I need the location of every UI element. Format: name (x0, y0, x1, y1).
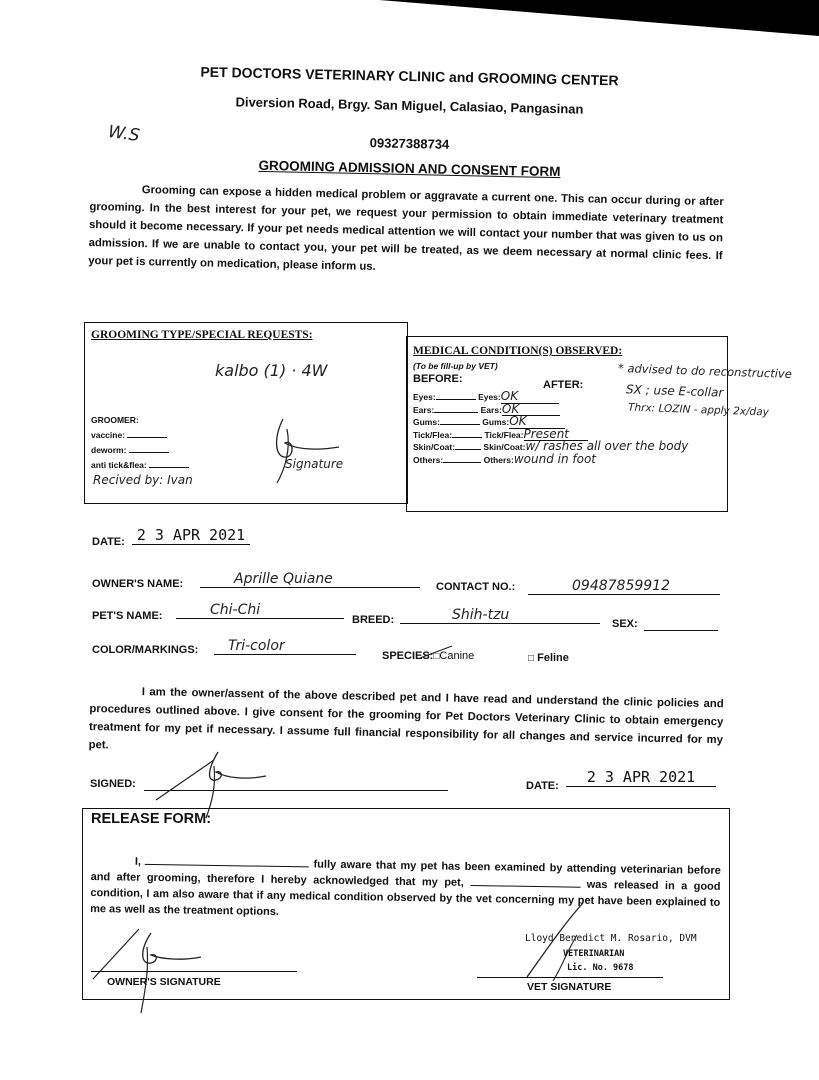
grooming-box (84, 322, 408, 504)
after-field-label: Tick/Flea: (484, 429, 524, 440)
date2-value[interactable]: 2 3 APR 2021 (566, 768, 716, 787)
contact-value[interactable]: 09487859912 (528, 578, 720, 595)
owner-value[interactable]: Aprille Quiane (200, 571, 420, 588)
after-field-value[interactable]: Present (524, 429, 588, 442)
before-field-label: Skin/Coat: (413, 442, 456, 452)
breed-value[interactable]: Shih-tzu (400, 607, 600, 624)
after-field-label: Ears: (480, 404, 502, 415)
antitick-label: anti tick&flea: (91, 460, 189, 472)
received-by: Recived by: Ivan (93, 473, 193, 487)
release-paragraph: I, fully aware that my pet has been examined by attending veterinarian before and after grooming, therefore I hereby acknowledged that my pet, was released in a good condition, I am also aware that if any medical condition observed by the vet concerning my pet have been explained to me as well as the treatment options. (90, 855, 721, 918)
pet-label: PET'S NAME: (92, 610, 163, 622)
release-heading: RELEASE FORM: (91, 811, 212, 827)
pet-value[interactable]: Chi-Chi (176, 602, 344, 619)
after-field-label: Skin/Coat: (483, 442, 526, 452)
canine-check-mark (418, 644, 454, 662)
before-field-label: Tick/Flea: (413, 429, 453, 440)
deworm-label: deworm: (91, 445, 169, 457)
canine-option: Canine (439, 650, 475, 662)
before-label: BEFORE: (413, 373, 463, 385)
vet-stamp-title: VETERINARIAN (563, 949, 625, 959)
intro-paragraph: Grooming can expose a hidden medical problem or aggravate a current one. This can occur during or after grooming. In the best interest for your pet, we request your permission to obtain immediate veterinary treatment should it become necessary. If your pet needs medical attention we will contact your number that was given to us on admission. If we are unable to contact you, your pet will be treated, as we deem necessary at normal clinic fees. If your pet is currently on medication, please inform us. (88, 184, 724, 274)
scan-corner-shadow (379, 0, 819, 36)
after-label: AFTER: (543, 379, 584, 391)
signed-label: SIGNED: (90, 778, 136, 790)
species-label: SPECIES:□Canine (382, 650, 475, 662)
sex-label: SEX: (612, 618, 638, 630)
release-box (82, 808, 730, 1000)
signature-note: Signature (285, 457, 344, 471)
vet-signature-line[interactable] (477, 977, 663, 978)
vet-note-2: SX ; use E-collar (625, 382, 724, 400)
vet-stamp-name: Lloyd Benedict M. Rosario, DVM (525, 933, 697, 944)
vet-note-3: Thrx: LOZIN - apply 2x/day (627, 401, 770, 419)
owner-signature-label: OWNER'S SIGNATURE (107, 976, 221, 988)
after-field-value[interactable]: OK (502, 404, 560, 417)
vet-note-1: * advised to do reconstructive (617, 360, 793, 382)
medical-subnote: (To be fill-up by VET) (413, 361, 498, 371)
groomer-signature (265, 409, 375, 489)
canine-checkbox[interactable]: □ (433, 651, 440, 662)
after-field-value[interactable]: wound in foot (513, 451, 597, 466)
date2-label: DATE: (526, 780, 559, 792)
vet-stamp-license: Lic. No. 9678 (567, 963, 634, 973)
date1-label: DATE: (92, 536, 125, 548)
owner-signature-line[interactable] (91, 971, 297, 972)
before-field-label: Gums: (413, 417, 440, 427)
feline-checkbox[interactable]: □ (528, 653, 535, 664)
before-field-label: Eyes: (413, 392, 436, 402)
after-field-value[interactable]: OK (501, 391, 559, 404)
sex-value[interactable] (644, 630, 718, 631)
clinic-name: PET DOCTORS VETERINARY CLINIC and GROOMING CENTER (200, 63, 619, 89)
owner-signature-2 (89, 919, 219, 1019)
color-value[interactable]: Tri-color (214, 638, 356, 655)
breed-label: BREED: (352, 614, 395, 626)
margin-note: W.S (106, 121, 141, 147)
owner-label: OWNER'S NAME: (92, 578, 184, 590)
after-field-value[interactable]: OK (509, 416, 565, 429)
medical-row (413, 451, 723, 467)
vet-signature-label: VET SIGNATURE (527, 981, 612, 993)
before-field-label: Ears: (413, 404, 435, 415)
consent-paragraph: I am the owner/assent of the above described pet and I have read and understand the clinic policies and procedures outlined above. I give consent for the grooming for Pet Doctors Veterinary Clinic to obtain emergency treatment for my pet if necessary. I assume full financial responsibility for all changes and service incurred for my pet. (88, 686, 724, 752)
grooming-request[interactable]: kalbo (1) · 4W (215, 361, 328, 380)
form-title: GROOMING ADMISSION AND CONSENT FORM (258, 157, 561, 180)
clinic-address: Diversion Road, Brgy. San Miguel, Calasiao, Pangasinan (235, 94, 584, 117)
medical-heading: MEDICAL CONDITION(S) OBSERVED: (413, 345, 623, 357)
grooming-heading: GROOMING TYPE/SPECIAL REQUESTS: (91, 329, 313, 341)
contact-label: CONTACT NO.: (436, 581, 516, 593)
before-field-label: Others: (413, 454, 444, 465)
date1-value[interactable]: 2 3 APR 2021 (132, 526, 250, 545)
feline-option: □ Feline (528, 652, 569, 664)
after-field-label: Gums: (482, 417, 510, 427)
color-label: COLOR/MARKINGS: (92, 644, 199, 656)
vaccine-label: vaccine: (91, 430, 167, 442)
after-field-label: Eyes: (478, 392, 501, 402)
after-field-label: Others: (483, 454, 514, 465)
after-field-value[interactable]: w/ rashes all over the body (525, 439, 689, 453)
clinic-phone: 09327388734 (369, 135, 450, 152)
groomer-label: GROOMER: (91, 415, 139, 425)
